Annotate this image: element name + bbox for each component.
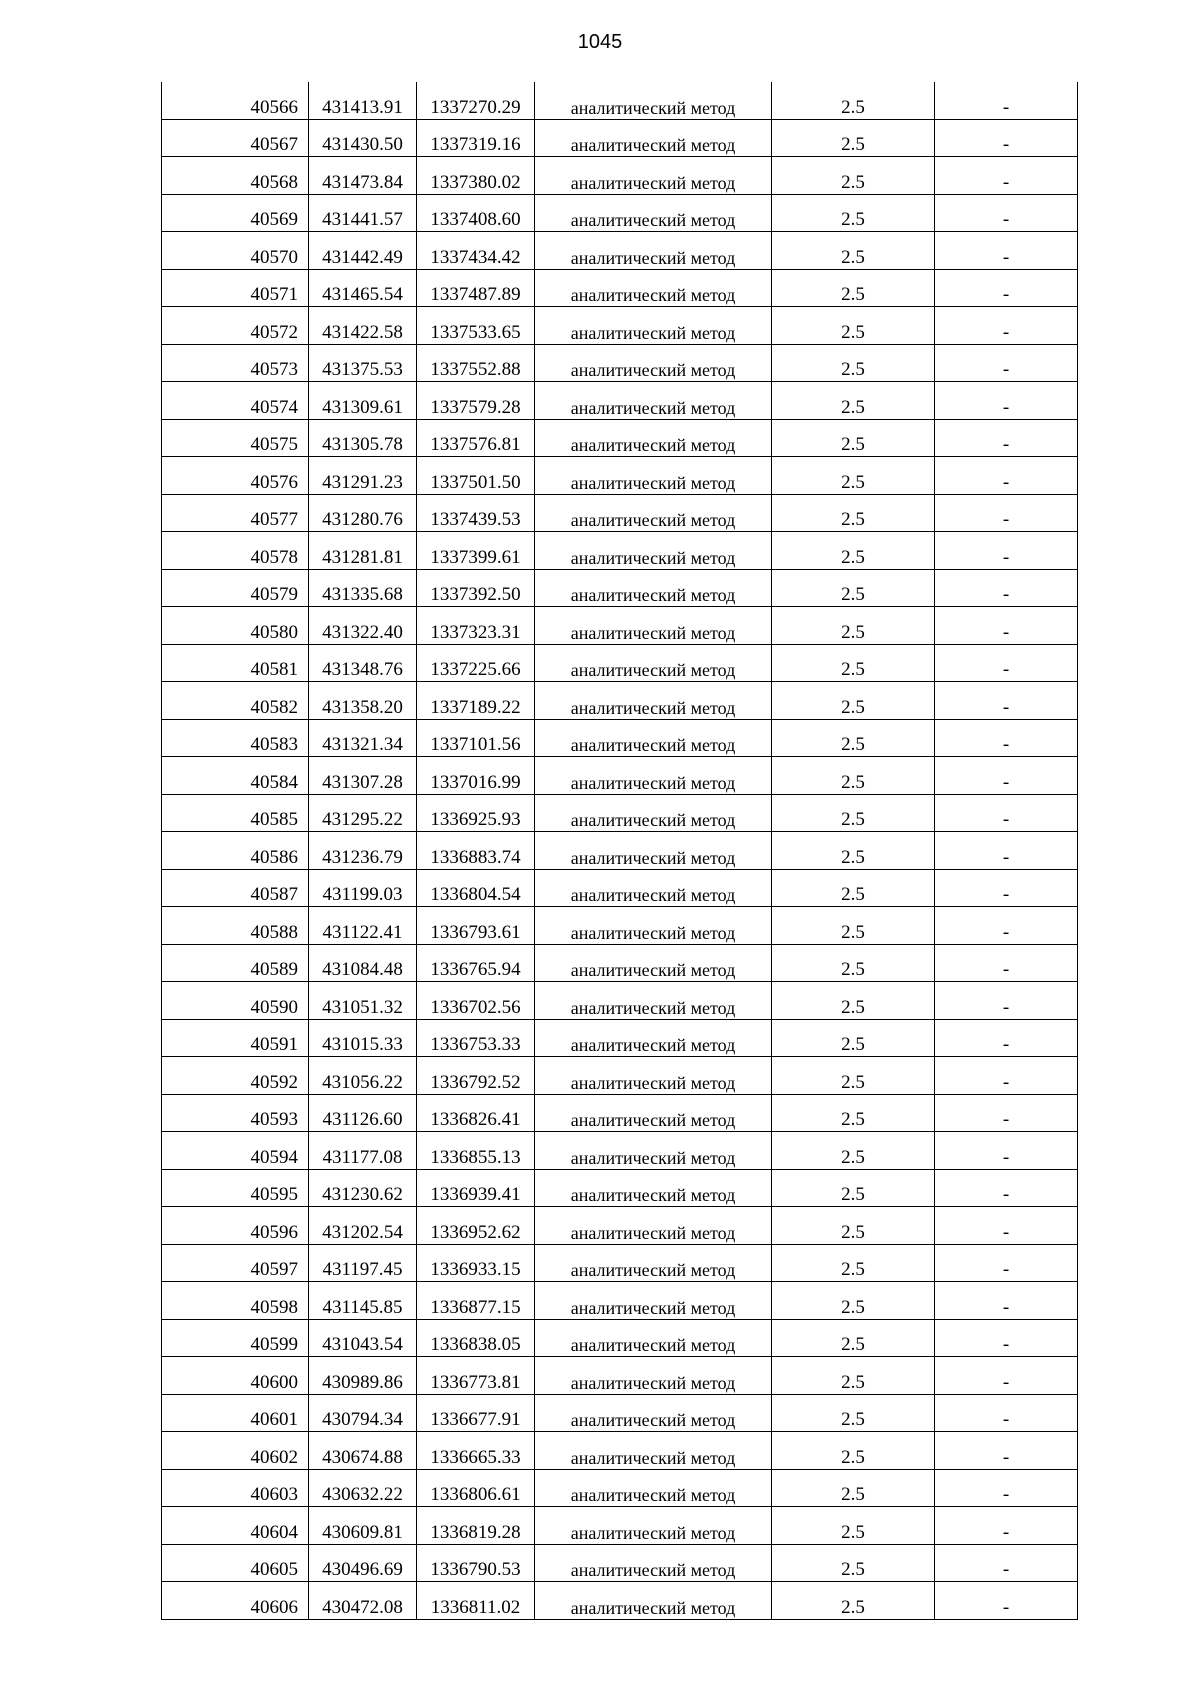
precision-cell: 2.5 — [772, 869, 935, 907]
point-number-cell: 40590 — [162, 982, 309, 1020]
precision-cell: 2.5 — [772, 1357, 935, 1395]
method-cell: аналитический метод — [535, 1319, 772, 1357]
note-cell: - — [935, 82, 1078, 119]
y-coordinate-cell: 1336790.53 — [417, 1544, 535, 1582]
precision-cell: 2.5 — [772, 1207, 935, 1245]
note-cell: - — [935, 194, 1078, 232]
point-number-cell: 40588 — [162, 907, 309, 945]
x-coordinate-cell: 431321.34 — [309, 719, 417, 757]
x-coordinate-cell: 431295.22 — [309, 794, 417, 832]
table-row — [162, 1094, 1078, 1132]
point-number-cell: 40595 — [162, 1169, 309, 1207]
page-number: 1045 — [577, 31, 623, 53]
note-cell: - — [935, 682, 1078, 720]
x-coordinate-cell: 431309.61 — [309, 382, 417, 420]
method-cell: аналитический метод — [535, 382, 772, 420]
table-row — [162, 907, 1078, 945]
point-number-cell: 40594 — [162, 1132, 309, 1170]
note-cell: - — [935, 1057, 1078, 1095]
precision-cell: 2.5 — [772, 344, 935, 382]
point-number-cell: 40602 — [162, 1432, 309, 1470]
note-cell: - — [935, 569, 1078, 607]
point-number-cell: 40567 — [162, 119, 309, 157]
y-coordinate-cell: 1336792.52 — [417, 1057, 535, 1095]
x-coordinate-cell: 431305.78 — [309, 419, 417, 457]
point-number-cell: 40584 — [162, 757, 309, 795]
table-row — [162, 607, 1078, 645]
method-cell: аналитический метод — [535, 307, 772, 345]
x-coordinate-cell: 431145.85 — [309, 1282, 417, 1320]
method-cell: аналитический метод — [535, 569, 772, 607]
table-row — [162, 194, 1078, 232]
precision-cell: 2.5 — [772, 1282, 935, 1320]
point-number-cell: 40593 — [162, 1094, 309, 1132]
method-cell: аналитический метод — [535, 869, 772, 907]
y-coordinate-cell: 1337319.16 — [417, 119, 535, 157]
method-cell: аналитический метод — [535, 232, 772, 270]
precision-cell: 2.5 — [772, 1394, 935, 1432]
x-coordinate-cell: 431280.76 — [309, 494, 417, 532]
x-coordinate-cell: 430609.81 — [309, 1507, 417, 1545]
x-coordinate-cell: 431236.79 — [309, 832, 417, 870]
point-number-cell: 40585 — [162, 794, 309, 832]
x-coordinate-cell: 431322.40 — [309, 607, 417, 645]
method-cell: аналитический метод — [535, 1094, 772, 1132]
x-coordinate-cell: 431442.49 — [309, 232, 417, 270]
table-row — [162, 569, 1078, 607]
y-coordinate-cell: 1337323.31 — [417, 607, 535, 645]
point-number-cell: 40601 — [162, 1394, 309, 1432]
method-cell: аналитический метод — [535, 1507, 772, 1545]
y-coordinate-cell: 1336933.15 — [417, 1244, 535, 1282]
method-cell: аналитический метод — [535, 1019, 772, 1057]
note-cell: - — [935, 757, 1078, 795]
table-row — [162, 869, 1078, 907]
y-coordinate-cell: 1336819.28 — [417, 1507, 535, 1545]
point-number-cell: 40566 — [162, 82, 309, 119]
x-coordinate-cell: 431177.08 — [309, 1132, 417, 1170]
y-coordinate-cell: 1336753.33 — [417, 1019, 535, 1057]
table-row — [162, 307, 1078, 345]
precision-cell: 2.5 — [772, 1319, 935, 1357]
y-coordinate-cell: 1337189.22 — [417, 682, 535, 720]
precision-cell: 2.5 — [772, 232, 935, 270]
table-row — [162, 944, 1078, 982]
table-row — [162, 1207, 1078, 1245]
method-cell: аналитический метод — [535, 832, 772, 870]
precision-cell: 2.5 — [772, 157, 935, 195]
table-row — [162, 1169, 1078, 1207]
point-number-cell: 40596 — [162, 1207, 309, 1245]
precision-cell: 2.5 — [772, 1169, 935, 1207]
x-coordinate-cell: 431126.60 — [309, 1094, 417, 1132]
table-row — [162, 232, 1078, 270]
note-cell: - — [935, 1582, 1078, 1620]
y-coordinate-cell: 1336883.74 — [417, 832, 535, 870]
note-cell: - — [935, 1544, 1078, 1582]
y-coordinate-cell: 1336773.81 — [417, 1357, 535, 1395]
table-row — [162, 1507, 1078, 1545]
point-number-cell: 40606 — [162, 1582, 309, 1620]
coordinates-table-body — [162, 82, 1078, 1619]
precision-cell: 2.5 — [772, 719, 935, 757]
method-cell: аналитический метод — [535, 607, 772, 645]
note-cell: - — [935, 982, 1078, 1020]
x-coordinate-cell: 431465.54 — [309, 269, 417, 307]
table-row — [162, 344, 1078, 382]
point-number-cell: 40577 — [162, 494, 309, 532]
x-coordinate-cell: 430496.69 — [309, 1544, 417, 1582]
y-coordinate-cell: 1336765.94 — [417, 944, 535, 982]
y-coordinate-cell: 1336939.41 — [417, 1169, 535, 1207]
x-coordinate-cell: 430989.86 — [309, 1357, 417, 1395]
method-cell: аналитический метод — [535, 907, 772, 945]
y-coordinate-cell: 1336804.54 — [417, 869, 535, 907]
x-coordinate-cell: 431422.58 — [309, 307, 417, 345]
y-coordinate-cell: 1337439.53 — [417, 494, 535, 532]
point-number-cell: 40589 — [162, 944, 309, 982]
note-cell: - — [935, 1207, 1078, 1245]
note-cell: - — [935, 1019, 1078, 1057]
table-row — [162, 1432, 1078, 1470]
y-coordinate-cell: 1337487.89 — [417, 269, 535, 307]
y-coordinate-cell: 1337016.99 — [417, 757, 535, 795]
y-coordinate-cell: 1337270.29 — [417, 82, 535, 119]
point-number-cell: 40575 — [162, 419, 309, 457]
method-cell: аналитический метод — [535, 982, 772, 1020]
precision-cell: 2.5 — [772, 494, 935, 532]
method-cell: аналитический метод — [535, 1132, 772, 1170]
y-coordinate-cell: 1336855.13 — [417, 1132, 535, 1170]
note-cell: - — [935, 1469, 1078, 1507]
x-coordinate-cell: 431441.57 — [309, 194, 417, 232]
table-row — [162, 1019, 1078, 1057]
precision-cell: 2.5 — [772, 569, 935, 607]
y-coordinate-cell: 1337579.28 — [417, 382, 535, 420]
note-cell: - — [935, 344, 1078, 382]
method-cell: аналитический метод — [535, 119, 772, 157]
note-cell: - — [935, 907, 1078, 945]
y-coordinate-cell: 1336952.62 — [417, 1207, 535, 1245]
table-row — [162, 269, 1078, 307]
precision-cell: 2.5 — [772, 1244, 935, 1282]
x-coordinate-cell: 431358.20 — [309, 682, 417, 720]
method-cell: аналитический метод — [535, 944, 772, 982]
method-cell: аналитический метод — [535, 344, 772, 382]
point-number-cell: 40583 — [162, 719, 309, 757]
table-row — [162, 1469, 1078, 1507]
precision-cell: 2.5 — [772, 682, 935, 720]
x-coordinate-cell: 431199.03 — [309, 869, 417, 907]
x-coordinate-cell: 431122.41 — [309, 907, 417, 945]
note-cell: - — [935, 494, 1078, 532]
point-number-cell: 40598 — [162, 1282, 309, 1320]
y-coordinate-cell: 1336826.41 — [417, 1094, 535, 1132]
x-coordinate-cell: 431230.62 — [309, 1169, 417, 1207]
method-cell: аналитический метод — [535, 157, 772, 195]
note-cell: - — [935, 307, 1078, 345]
point-number-cell: 40570 — [162, 232, 309, 270]
note-cell: - — [935, 532, 1078, 570]
x-coordinate-cell: 431335.68 — [309, 569, 417, 607]
y-coordinate-cell: 1336677.91 — [417, 1394, 535, 1432]
point-number-cell: 40571 — [162, 269, 309, 307]
method-cell: аналитический метод — [535, 532, 772, 570]
note-cell: - — [935, 869, 1078, 907]
precision-cell: 2.5 — [772, 82, 935, 119]
method-cell: аналитический метод — [535, 1544, 772, 1582]
table-row — [162, 494, 1078, 532]
note-cell: - — [935, 419, 1078, 457]
note-cell: - — [935, 232, 1078, 270]
x-coordinate-cell: 431348.76 — [309, 644, 417, 682]
table-row — [162, 1394, 1078, 1432]
y-coordinate-cell: 1336925.93 — [417, 794, 535, 832]
table-row — [162, 82, 1078, 119]
coordinates-table — [161, 82, 1078, 1620]
note-cell: - — [935, 1432, 1078, 1470]
method-cell: аналитический метод — [535, 1207, 772, 1245]
method-cell: аналитический метод — [535, 1169, 772, 1207]
point-number-cell: 40592 — [162, 1057, 309, 1095]
note-cell: - — [935, 832, 1078, 870]
note-cell: - — [935, 719, 1078, 757]
point-number-cell: 40578 — [162, 532, 309, 570]
point-number-cell: 40605 — [162, 1544, 309, 1582]
note-cell: - — [935, 382, 1078, 420]
table-row — [162, 757, 1078, 795]
x-coordinate-cell: 431202.54 — [309, 1207, 417, 1245]
precision-cell: 2.5 — [772, 1094, 935, 1132]
point-number-cell: 40581 — [162, 644, 309, 682]
x-coordinate-cell: 431430.50 — [309, 119, 417, 157]
y-coordinate-cell: 1336665.33 — [417, 1432, 535, 1470]
table-row — [162, 832, 1078, 870]
precision-cell: 2.5 — [772, 1544, 935, 1582]
y-coordinate-cell: 1337408.60 — [417, 194, 535, 232]
precision-cell: 2.5 — [772, 419, 935, 457]
y-coordinate-cell: 1336793.61 — [417, 907, 535, 945]
point-number-cell: 40597 — [162, 1244, 309, 1282]
precision-cell: 2.5 — [772, 757, 935, 795]
method-cell: аналитический метод — [535, 419, 772, 457]
x-coordinate-cell: 431043.54 — [309, 1319, 417, 1357]
note-cell: - — [935, 644, 1078, 682]
precision-cell: 2.5 — [772, 119, 935, 157]
method-cell: аналитический метод — [535, 457, 772, 495]
precision-cell: 2.5 — [772, 1132, 935, 1170]
precision-cell: 2.5 — [772, 982, 935, 1020]
x-coordinate-cell: 431291.23 — [309, 457, 417, 495]
table-row — [162, 1057, 1078, 1095]
precision-cell: 2.5 — [772, 832, 935, 870]
y-coordinate-cell: 1337380.02 — [417, 157, 535, 195]
precision-cell: 2.5 — [772, 307, 935, 345]
note-cell: - — [935, 269, 1078, 307]
note-cell: - — [935, 1507, 1078, 1545]
method-cell: аналитический метод — [535, 1469, 772, 1507]
method-cell: аналитический метод — [535, 1357, 772, 1395]
note-cell: - — [935, 157, 1078, 195]
method-cell: аналитический метод — [535, 1432, 772, 1470]
precision-cell: 2.5 — [772, 1469, 935, 1507]
point-number-cell: 40580 — [162, 607, 309, 645]
point-number-cell: 40599 — [162, 1319, 309, 1357]
point-number-cell: 40600 — [162, 1357, 309, 1395]
x-coordinate-cell: 430674.88 — [309, 1432, 417, 1470]
table-row — [162, 1544, 1078, 1582]
note-cell: - — [935, 1394, 1078, 1432]
table-row — [162, 719, 1078, 757]
x-coordinate-cell: 431375.53 — [309, 344, 417, 382]
method-cell: аналитический метод — [535, 194, 772, 232]
note-cell: - — [935, 1357, 1078, 1395]
note-cell: - — [935, 1169, 1078, 1207]
precision-cell: 2.5 — [772, 194, 935, 232]
note-cell: - — [935, 1282, 1078, 1320]
y-coordinate-cell: 1337434.42 — [417, 232, 535, 270]
note-cell: - — [935, 607, 1078, 645]
precision-cell: 2.5 — [772, 457, 935, 495]
y-coordinate-cell: 1337101.56 — [417, 719, 535, 757]
method-cell: аналитический метод — [535, 82, 772, 119]
note-cell: - — [935, 944, 1078, 982]
point-number-cell: 40582 — [162, 682, 309, 720]
table-row — [162, 1282, 1078, 1320]
note-cell: - — [935, 457, 1078, 495]
table-row — [162, 457, 1078, 495]
point-number-cell: 40579 — [162, 569, 309, 607]
x-coordinate-cell: 430632.22 — [309, 1469, 417, 1507]
method-cell: аналитический метод — [535, 644, 772, 682]
y-coordinate-cell: 1337501.50 — [417, 457, 535, 495]
precision-cell: 2.5 — [772, 1432, 935, 1470]
table-row — [162, 794, 1078, 832]
table-row — [162, 157, 1078, 195]
method-cell: аналитический метод — [535, 1394, 772, 1432]
table-row — [162, 1582, 1078, 1620]
method-cell: аналитический метод — [535, 1244, 772, 1282]
method-cell: аналитический метод — [535, 1057, 772, 1095]
method-cell: аналитический метод — [535, 1282, 772, 1320]
x-coordinate-cell: 431281.81 — [309, 532, 417, 570]
precision-cell: 2.5 — [772, 1057, 935, 1095]
table-row — [162, 982, 1078, 1020]
method-cell: аналитический метод — [535, 682, 772, 720]
note-cell: - — [935, 1094, 1078, 1132]
x-coordinate-cell: 430472.08 — [309, 1582, 417, 1620]
table-row — [162, 1244, 1078, 1282]
table-row — [162, 532, 1078, 570]
x-coordinate-cell: 431473.84 — [309, 157, 417, 195]
precision-cell: 2.5 — [772, 269, 935, 307]
y-coordinate-cell: 1337392.50 — [417, 569, 535, 607]
x-coordinate-cell: 431413.91 — [309, 82, 417, 119]
point-number-cell: 40587 — [162, 869, 309, 907]
point-number-cell: 40604 — [162, 1507, 309, 1545]
point-number-cell: 40572 — [162, 307, 309, 345]
y-coordinate-cell: 1337576.81 — [417, 419, 535, 457]
precision-cell: 2.5 — [772, 607, 935, 645]
note-cell: - — [935, 119, 1078, 157]
x-coordinate-cell: 430794.34 — [309, 1394, 417, 1432]
x-coordinate-cell: 431056.22 — [309, 1057, 417, 1095]
point-number-cell: 40573 — [162, 344, 309, 382]
y-coordinate-cell: 1336877.15 — [417, 1282, 535, 1320]
y-coordinate-cell: 1337552.88 — [417, 344, 535, 382]
note-cell: - — [935, 1244, 1078, 1282]
table-row — [162, 644, 1078, 682]
method-cell: аналитический метод — [535, 794, 772, 832]
precision-cell: 2.5 — [772, 794, 935, 832]
precision-cell: 2.5 — [772, 944, 935, 982]
table-row — [162, 1357, 1078, 1395]
y-coordinate-cell: 1337533.65 — [417, 307, 535, 345]
note-cell: - — [935, 1132, 1078, 1170]
method-cell: аналитический метод — [535, 1582, 772, 1620]
method-cell: аналитический метод — [535, 719, 772, 757]
point-number-cell: 40603 — [162, 1469, 309, 1507]
y-coordinate-cell: 1337399.61 — [417, 532, 535, 570]
x-coordinate-cell: 431051.32 — [309, 982, 417, 1020]
note-cell: - — [935, 1319, 1078, 1357]
x-coordinate-cell: 431197.45 — [309, 1244, 417, 1282]
note-cell: - — [935, 794, 1078, 832]
y-coordinate-cell: 1336806.61 — [417, 1469, 535, 1507]
x-coordinate-cell: 431015.33 — [309, 1019, 417, 1057]
method-cell: аналитический метод — [535, 269, 772, 307]
point-number-cell: 40568 — [162, 157, 309, 195]
table-row — [162, 1319, 1078, 1357]
method-cell: аналитический метод — [535, 757, 772, 795]
precision-cell: 2.5 — [772, 1507, 935, 1545]
table-row — [162, 382, 1078, 420]
point-number-cell: 40574 — [162, 382, 309, 420]
table-row — [162, 682, 1078, 720]
precision-cell: 2.5 — [772, 644, 935, 682]
y-coordinate-cell: 1336702.56 — [417, 982, 535, 1020]
y-coordinate-cell: 1336838.05 — [417, 1319, 535, 1357]
point-number-cell: 40576 — [162, 457, 309, 495]
precision-cell: 2.5 — [772, 1019, 935, 1057]
precision-cell: 2.5 — [772, 1582, 935, 1620]
precision-cell: 2.5 — [772, 532, 935, 570]
table-row — [162, 419, 1078, 457]
precision-cell: 2.5 — [772, 907, 935, 945]
point-number-cell: 40586 — [162, 832, 309, 870]
y-coordinate-cell: 1337225.66 — [417, 644, 535, 682]
point-number-cell: 40569 — [162, 194, 309, 232]
point-number-cell: 40591 — [162, 1019, 309, 1057]
x-coordinate-cell: 431307.28 — [309, 757, 417, 795]
table-row — [162, 1132, 1078, 1170]
precision-cell: 2.5 — [772, 382, 935, 420]
y-coordinate-cell: 1336811.02 — [417, 1582, 535, 1620]
method-cell: аналитический метод — [535, 494, 772, 532]
table-row — [162, 119, 1078, 157]
x-coordinate-cell: 431084.48 — [309, 944, 417, 982]
